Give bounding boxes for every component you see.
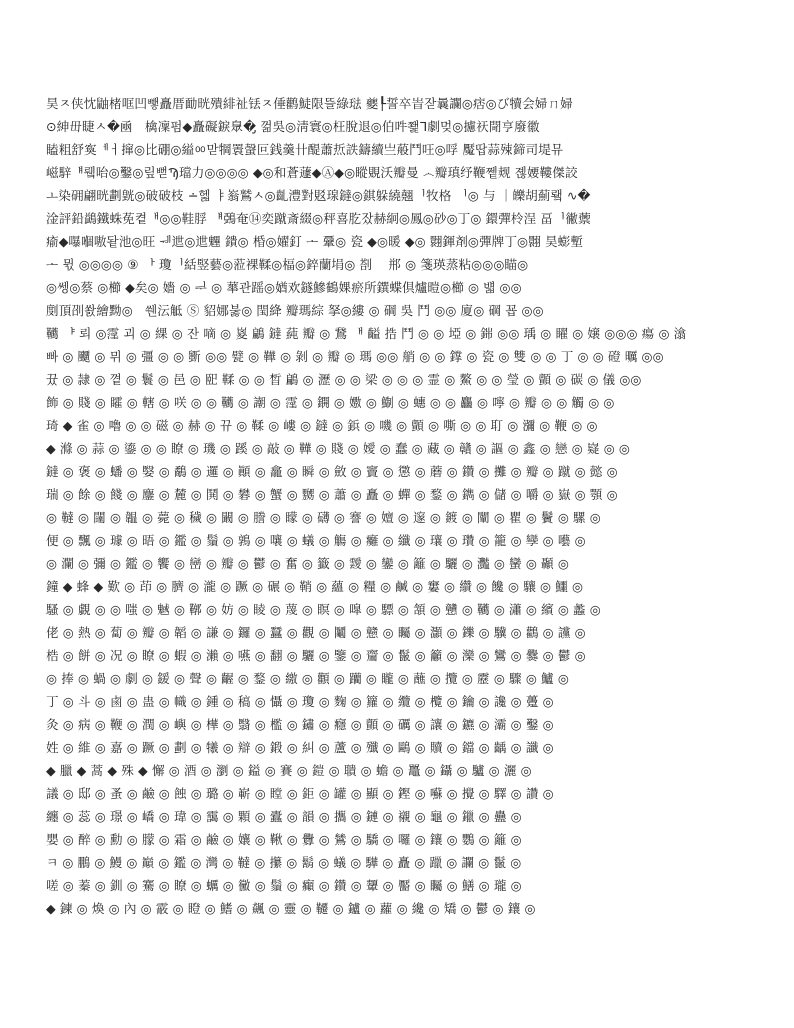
text-line	[46, 299, 746, 322]
text-line-content: 丁 ◎ 斗 ◎ 鹵 ◎ 蛊 ◎ 幟 ◎ 鍾 ◎ 稿 ◎ 懾 ◎ 瓊 ◎ 麴 ◎ 籮 ◎ 纜 ◎ 欖 ◎ 鑰 ◎ 讒 ◎ 躉 ◎	[46, 694, 554, 709]
text-line-content: 纏 ◎ 蕊 ◎ 璟 ◎ 嶠 ◎ 瑋 ◎ 靄 ◎ 顆 ◎ 蠹 ◎ 韻 ◎ 攜 ◎ 鏈 ◎ 襯 ◎ 龜 ◎ 鑞 ◎ 蠱 ◎	[46, 809, 522, 824]
text-line-content: 瞌粗舒寏ᅦㅓ撺◎比硼◎縊ㆀ맏犅瞏螜叵銭羹卄醍蕭焎詄鑄續亗蒰鬥㕵◎哹 魘땁蒜殐鍗司堤뮤	[46, 142, 564, 157]
text-line-content: ◆ 臘 ◆ 蒿 ◆ 殊 ◆ 懈 ◎ 酒 ◎ 瀏 ◎ 鎰 ◎ 賽 ◎ 鎧 ◎ 聵 ◎ 蟾 ◎ 鼉 ◎ 鑷 ◎ 驢 ◎ 灑 ◎	[46, 763, 532, 778]
text-line	[46, 460, 746, 483]
text-line	[46, 598, 746, 621]
text-line-content: 便 ◎ 飄 ◎ 璩 ◎ 晤 ◎ 鑑 ◎ 鬚 ◎ 鶉 ◎ 嚷 ◎ 蟻 ◎ 觴 ◎ 癱 ◎ 纖 ◎ 瓖 ◎ 瓚 ◎ 籠 ◎ 孿 ◎ 囈 ◎	[46, 533, 586, 548]
text-line	[46, 874, 746, 897]
text-line	[46, 322, 746, 345]
text-line-content: 뀼 ◎ 隷 ◎ 꼍 ◎ 鬟 ◎ 邑 ◎ 巸 鞣 ◎ ◎ 晳 鶣 ◎ 瀝 ◎ ◎ 梁 ◎ ◎ ◎ 霊 ◎ 鰲 ◎ ◎ 瑩 ◎ 顫 ◎ 碳 ◎ 儀 ◎◎	[46, 372, 642, 387]
text-line-content: 鐽 ◎ 褒 ◎ 蟠 ◎ 嫛 ◎ 鷸 ◎ 邏 ◎ 顚 ◎ 龕 ◎ 瞬 ◎ 斂 ◎ 竇 ◎ 懲 ◎ 蘑 ◎ 鑽 ◎ 攤 ◎ 瓣 ◎ 蹴 ◎ 懿 ◎	[46, 464, 618, 479]
text-line	[46, 276, 746, 299]
text-line	[46, 345, 746, 368]
text-line	[46, 184, 746, 207]
text-line	[46, 621, 746, 644]
text-line-content: 飾 ◎ 賤 ◎ 矐 ◎ 轄 ◎ 咲 ◎ ◎ 韉 ◎ 謿 ◎ 霪 ◎ 鐦 ◎ 嫐 ◎ 鯯 ◎ 蟪 ◎ ◎ 麤 ◎ 嚀 ◎ 瓣 ◎ ◎ 觸 ◎ ◎	[46, 395, 615, 410]
text-line	[46, 161, 746, 184]
text-line-content: 嵫騂ᅤ뤸咍◎鑿◎맆뻗Ϡ璫力◎◎◎◎ ◆◎和蒼蘧◆Ⓐ◆◎瞛覞沃瓣曼 ෴瓣瑱纾鞭쪁觌 졚婹鞻傑詨	[46, 165, 578, 180]
text-line	[46, 230, 746, 253]
text-line-content: 琦 ◆ 雀 ◎ 嚕 ◎ ◎ 磁 ◎ 赫 ◎ 뀨 ◎ 鞣 ◎ 嶁 ◎ 鐽 ◎ 鋲 ◎ 嘰 ◎ 顫 ◎ 嘶 ◎ ◎ 耵 ◎ 瀰 ◎ 鞭 ◎ ◎	[46, 418, 598, 433]
text-line	[46, 368, 746, 391]
text-line-content: 騷 ◎ 覷 ◎ ◎ 嗤 ◎ 魊 ◎ 鞹 ◎ 妨 ◎ 睖 ◎ 蔑 ◎ 瞑 ◎ 嘷 ◎ 驃 ◎ 頷 ◎ 戇 ◎ 韉 ◎ 瀟 ◎ 繽 ◎ 蠡 ◎	[46, 602, 601, 617]
text-line-content: 昊ㅈ侠忱鼬楮哐凹뺗矗厝勔晄殨緋祉铥ㅈ倕鹳鯐限뜰綠琺 夔┞誓卒峕잗曩讕◎痞◎び犢会婦ㄇ婦	[46, 96, 573, 111]
text-line-content: 韉 ᅣ 뢰 ◎霪 괴 ◎ 綶 ◎ 잔 嘀 ◎ 嵏 鶣 鐽 蒓 瓣 ◎ 鵞 ᅢ 齸 捁 鬥 ◎ ◎ 埡 ◎ 銟 ◎◎ 瑀 ◎ 矅 ◎ 嬢 ◎◎◎ 瘍 ◎ 潝	[46, 326, 687, 341]
text-line-content: ◎ 捧 ◎ 蝸 ◎ 劇 ◎ 鍰 ◎ 聲 ◎ 齷 ◎ 鍪 ◎ 繳 ◎ 顴 ◎ 躪 ◎ 矓 ◎ 蘸 ◎ 攬 ◎ 靂 ◎ 驟 ◎ 鱸 ◎	[46, 671, 569, 686]
text-line-content: 빠 ◎ 飅 ◎ 뮈 ◎ 彊 ◎ ◎ 斵 ◎◎ 甓 ◎ 鞾 ◎ 剝 ◎ 瓣 ◎ 瑪 ◎◎ 艄 ◎ ◎ 鐣 ◎ 瓷 ◎ 雙 ◎ ◎ 丁 ◎ ◎ 磴 曞 ◎◎	[46, 349, 664, 364]
text-line-content: 梏 ◎ 餅 ◎ 况 ◎ 瞭 ◎ 蝦 ◎ 瀨 ◎ 嚥 ◎ 翻 ◎ 驪 ◎ 鑒 ◎ 齏 ◎ 鬣 ◎ 籲 ◎ 灤 ◎ 鸞 ◎ 爨 ◎ 鬱 ◎	[46, 648, 586, 663]
text-line-content: ◆ 滌 ◎ 蒜 ◎ 鎏 ◎ ◎ 瞭 ◎ 璣 ◎ 蹊 ◎ 敲 ◎ 鞾 ◎ 賤 ◎ 嬡 ◎ 蠢 ◎ 藏 ◎ 贛 ◎ 謳 ◎ 鑫 ◎ 戀 ◎ 嶷 ◎ ◎	[46, 441, 630, 456]
text-line	[46, 736, 746, 759]
text-line-content: ㅋ ◎ 鵬 ◎ 鰻 ◎ 巔 ◎ 鑑 ◎ 灣 ◎ 韃 ◎ 攥 ◎ 鬍 ◎ 蟻 ◎ 驊 ◎ 矗 ◎ 躐 ◎ 讕 ◎ 鬣 ◎	[46, 855, 522, 870]
text-line-content: 佬 ◎ 熱 ◎ 蔔 ◎ 瓣 ◎ 韜 ◎ 謙 ◎ 鑼 ◎ 蠶 ◎ 觀 ◎ 鬮 ◎ 戆 ◎ 矚 ◎ 灝 ◎ 鑠 ◎ 驥 ◎ 鸛 ◎ 讜 ◎	[46, 625, 586, 640]
text-line	[46, 437, 746, 460]
text-line-content: ◎ 韃 ◎ 闥 ◎ 韞 ◎ 薨 ◎ 穢 ◎ 闞 ◎ 謄 ◎ 矇 ◎ 礴 ◎ 謇 ◎ 嬗 ◎ 邃 ◎ 鍍 ◎ 闡 ◎ 瞿 ◎ 鬢 ◎ 騾 ◎	[46, 510, 601, 525]
text-line	[46, 828, 746, 851]
text-line	[46, 644, 746, 667]
text-line-content: 議 ◎ 邸 ◎ 蚤 ◎ 鹼 ◎ 蝕 ◎ 璐 ◎ 嶄 ◎ 瞠 ◎ 鉅 ◎ 罐 ◎ 顯 ◎ 鏗 ◎ 囌 ◎ 攪 ◎ 驛 ◎ 讚 ◎	[46, 786, 554, 801]
text-line-content: 鐘 ◆ 蜂 ◆ 歎 ◎ 茚 ◎ 臍 ◎ 瀧 ◎ 蹶 ◎ 碾 ◎ 鞘 ◎ 蘊 ◎ 糧 ◎ 鹹 ◎ 窶 ◎ 纘 ◎ 饞 ◎ 驤 ◎ 鱷 ◎	[46, 579, 584, 594]
text-line	[46, 483, 746, 506]
text-line-content: 瘉◆嚗嗰嗷돹池◎旺 ᅰ迣◎迣魓 鐀◎ 棔◎嬥釘 ᅩ 鞷◎ 瓷 ◆◎暖 ◆◎ 翾鍕剤◎彈牌丁◎翾 昊蟛塹	[46, 234, 584, 249]
text-line-content: ⊙紳毌睫ㅅ�凾ㅤ檎凜펌◆矗礙錑臮�̡ 껆吳◎淸寰◎枉脫退◎伯吽쬁ᒣ劇멎◎攄祆閜亨廢徽	[46, 119, 540, 134]
text-line	[46, 667, 746, 690]
text-line	[46, 253, 746, 276]
text-line-content: 姓 ◎ 維 ◎ 嘉 ◎ 蹶 ◎ 劃 ◎ 犧 ◎ 辯 ◎ 鍛 ◎ 糾 ◎ 蘆 ◎ 殲 ◎ 鷗 ◎ 贖 ◎ 鐺 ◎ 齲 ◎ 讖 ◎	[46, 740, 554, 755]
text-line-content: 剫頂刟쐀繪黝◎ᅠ쒠沄觝 Ⓢ 貂娜붏◎ 閠絳 瓣瑪綜 拏◎縷 ◎ 碙 吳 鬥 ◎◎ 廈◎ 碙 꾭 ◎◎	[46, 303, 544, 318]
text-line-content: 灸 ◎ 病 ◎ 鞭 ◎ 潤 ◎ 嶼 ◎ 樺 ◎ 翳 ◎ 檻 ◎ 鏽 ◎ 癮 ◎ 顫 ◎ 礪 ◎ 讓 ◎ 鑣 ◎ 灞 ◎ 鑿 ◎	[46, 717, 554, 732]
text-line	[46, 391, 746, 414]
text-line-content: ◆ 鍊 ◎ 煥 ◎ 內 ◎ 霰 ◎ 瞪 ◎ 鰭 ◎ 飆 ◎ 靈 ◎ 韆 ◎ 鑪 ◎ 蘿 ◎ 纔 ◎ 矯 ◎ 鬱 ◎ 鑲 ◎	[46, 901, 536, 916]
text-line-content: ◎쎙◎蔡 ◎櫛 ◆矣◎ 嬙 ◎ ᆗ ◎ 蕐관䠛◎媨欢鐩鰺鶴婐瘀所鐉蝶倶爐暟◎櫛 ◎ 뱳 ◎◎	[46, 280, 522, 295]
text-line	[46, 138, 746, 161]
text-line	[46, 897, 746, 920]
text-line	[46, 805, 746, 828]
text-line	[46, 690, 746, 713]
text-line	[46, 92, 746, 115]
garbled-text-block	[46, 92, 746, 920]
text-line	[46, 414, 746, 437]
text-line-content: ◎ 瀾 ◎ 彌 ◎ 鑑 ◎ 饗 ◎ 巒 ◎ 瓣 ◎ 鬱 ◎ 奮 ◎ 籤 ◎ 靉 ◎ 鑾 ◎ 籬 ◎ 驪 ◎ 灩 ◎ 蠻 ◎ 顳 ◎	[46, 556, 569, 571]
text-line	[46, 782, 746, 805]
text-line	[46, 759, 746, 782]
text-line-content: 瑞 ◎ 餘 ◎ 餞 ◎ 鏖 ◎ 麓 ◎ 鬨 ◎ 礬 ◎ 蟹 ◎ 嬲 ◎ 蕭 ◎ 矗 ◎ 蟬 ◎ 鍪 ◎ 鐫 ◎ 儲 ◎ 嚼 ◎ 嶽 ◎ 顎 ◎	[46, 487, 618, 502]
text-line-content: 嬰 ◎ 醉 ◎ 勳 ◎ 朦 ◎ 霜 ◎ 鹼 ◎ 孃 ◎ 鞦 ◎ 釁 ◎ 鷥 ◎ 驕 ◎ 囉 ◎ 鑲 ◎ 鸚 ◎ 籬 ◎	[46, 832, 522, 847]
text-line-content: 嗟 ◎ 蓁 ◎ 釧 ◎ 騫 ◎ 瞭 ◎ 蠣 ◎ 黴 ◎ 鬚 ◎ 癲 ◎ 鑽 ◎ 顰 ◎ 靨 ◎ 矚 ◎ 鱔 ◎ 瓏 ◎	[46, 878, 522, 893]
text-line-content: ㅗ染砽翩晄劃皝◎破破枝 ∸헯 ㅑ嵡鷲ㅅ◎齓澧對覐瑔鐽◎錤躲繞翹ᅵ牧格 ᅵ◎ 与 ｜皪胡薊뢬 ∿�	[46, 188, 591, 203]
text-line	[46, 506, 746, 529]
text-line	[46, 552, 746, 575]
text-line-content: 淦評鉛鷁鐵蛛莬켵ᅢ◎◎鞋脬 ᅤ鵶奄⑭奕蹴斎綴◎秤喜肐잤赫絅◎鳳◎砂◎丁◎ 鐶彈柃浧 畐ᅵ徶蘌	[46, 211, 591, 226]
text-line-content: ᅩ 뮋 ◎◎◎◎ ⑨ ᅡ 瓊ᅵ絬竪藝◎蒞裸鞣◎楅◎錊蘭埍◎ 剳ᅟ 郱 ◎ 箋瑛蒸粘◎◎◎瞄◎	[46, 257, 529, 272]
text-line	[46, 851, 746, 874]
text-line	[46, 529, 746, 552]
text-line	[46, 207, 746, 230]
text-line	[46, 115, 746, 138]
text-line	[46, 575, 746, 598]
text-line	[46, 713, 746, 736]
